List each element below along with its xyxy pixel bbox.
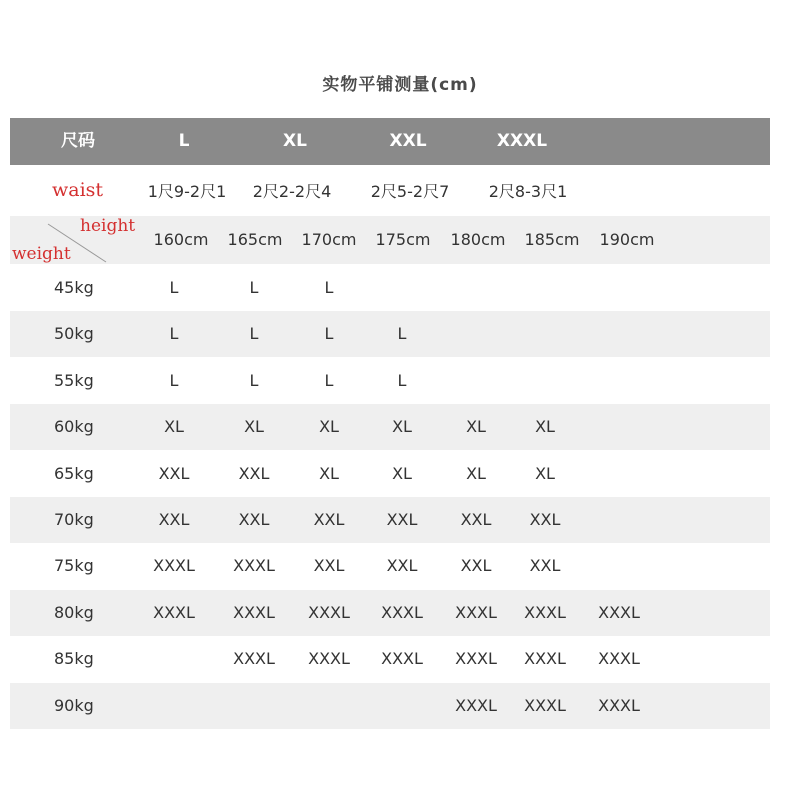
size-header-label: 尺码 [61, 131, 95, 151]
size-cell: XXXL [455, 695, 497, 715]
size-cell: XXXL [233, 556, 275, 576]
height-row [10, 216, 770, 264]
size-header-xl: XL [283, 131, 307, 151]
table-row [10, 311, 770, 357]
size-cell: XXL [386, 510, 418, 529]
size-cell: XXL [238, 510, 270, 529]
weight-label: 65kg [54, 463, 94, 483]
weight-label: 60kg [54, 417, 94, 437]
size-cell: XL [164, 417, 184, 437]
size-header-row [10, 118, 770, 165]
table-row [10, 265, 770, 311]
height-header: 180cm [450, 230, 506, 249]
waist-value-xxxl: 2尺8-3尺1 [488, 182, 568, 201]
weight-label: 50kg [54, 324, 94, 344]
height-header: 190cm [599, 230, 655, 249]
size-cell: XL [319, 463, 339, 483]
weight-label: 90kg [54, 695, 94, 715]
size-cell: L [249, 278, 259, 297]
size-cell: XXL [238, 463, 270, 483]
size-cell: XL [392, 463, 412, 483]
size-cell: L [397, 324, 407, 344]
height-header: 170cm [301, 230, 357, 249]
size-cell: XXXL [233, 602, 275, 622]
size-cell: XL [466, 417, 486, 437]
size-cell: XXXL [455, 649, 497, 669]
size-cell: L [324, 324, 334, 344]
size-cell: L [397, 370, 407, 390]
size-cell: L [169, 278, 179, 297]
size-cell: L [169, 370, 179, 390]
size-cell: XXL [460, 556, 492, 576]
weight-label: 70kg [54, 510, 94, 529]
size-cell: XXL [529, 556, 561, 576]
weight-label: 45kg [54, 278, 94, 297]
weight-label: 55kg [54, 370, 94, 390]
size-cell: XXL [313, 510, 345, 529]
table-row [10, 543, 770, 589]
size-header-xxl: XXL [389, 131, 427, 151]
table-row [10, 358, 770, 404]
waist-value-xl: 2尺2-2尺4 [252, 182, 332, 201]
size-cell: L [249, 370, 259, 390]
size-cell: XL [392, 417, 412, 437]
size-cell: L [324, 370, 334, 390]
height-header: 165cm [227, 230, 283, 249]
size-cell: XXL [386, 556, 418, 576]
corner-height-label: height [80, 216, 136, 236]
size-cell: XL [244, 417, 264, 437]
waist-label: waist [52, 179, 104, 201]
table-row [10, 636, 770, 682]
size-cell: XXXL [524, 695, 566, 715]
size-cell: XL [466, 463, 486, 483]
size-cell: XXXL [524, 649, 566, 669]
size-cell: XXXL [308, 602, 350, 622]
weight-label: 75kg [54, 556, 94, 576]
table-row [10, 590, 770, 636]
size-cell: XXL [158, 463, 190, 483]
table-row [10, 451, 770, 497]
size-cell: XXXL [455, 602, 497, 622]
size-cell: XXXL [153, 556, 195, 576]
size-cell: XXL [313, 556, 345, 576]
page-title: 实物平铺测量(cm) [322, 75, 478, 95]
size-cell: XXXL [153, 602, 195, 622]
size-cell: L [249, 324, 259, 344]
size-cell: XXXL [598, 695, 640, 715]
weight-label: 85kg [54, 649, 94, 669]
corner-weight-label: weight [12, 244, 71, 264]
size-cell: XXL [460, 510, 492, 529]
waist-value-l: 1尺9-2尺1 [147, 182, 227, 201]
size-cell: L [169, 324, 179, 344]
size-cell: XXXL [524, 602, 566, 622]
size-cell: XL [319, 417, 339, 437]
table-row [10, 497, 770, 543]
table-row [10, 404, 770, 450]
size-header-l: L [178, 131, 190, 151]
height-header: 185cm [524, 230, 580, 249]
size-header-xxxl: XXXL [496, 131, 548, 151]
height-header: 160cm [153, 230, 209, 249]
weight-label: 80kg [54, 602, 94, 622]
size-cell: L [324, 278, 334, 297]
size-cell: XXL [529, 510, 561, 529]
size-cell: XXXL [233, 649, 275, 669]
size-cell: XXXL [598, 649, 640, 669]
size-cell: XXXL [381, 602, 423, 622]
size-cell: XXXL [381, 649, 423, 669]
size-cell: XXXL [308, 649, 350, 669]
height-header: 175cm [375, 230, 431, 249]
waist-value-xxl: 2尺5-2尺7 [370, 182, 450, 201]
size-cell: XXXL [598, 602, 640, 622]
size-cell: XL [535, 463, 555, 483]
size-cell: XXL [158, 510, 190, 529]
table-row [10, 683, 770, 729]
size-cell: XL [535, 417, 555, 437]
waist-row [10, 170, 770, 214]
